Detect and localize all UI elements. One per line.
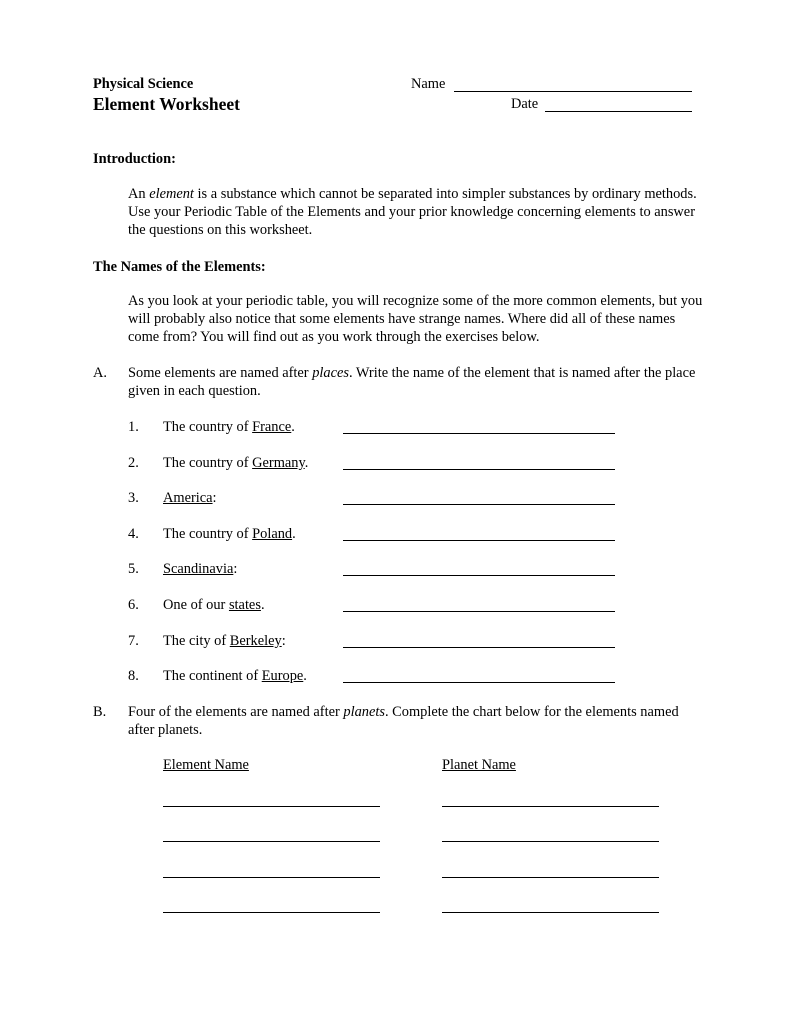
question-number: 6. <box>128 597 139 613</box>
answer-line[interactable] <box>343 540 615 541</box>
question-number: 4. <box>128 526 139 542</box>
course-label: Physical Science <box>93 76 194 92</box>
planet-answer-line[interactable] <box>442 806 659 807</box>
answer-line[interactable] <box>343 469 615 470</box>
question-text: The continent of Europe. <box>163 668 307 684</box>
question-text: The country of Poland. <box>163 526 296 542</box>
answer-line[interactable] <box>343 433 615 434</box>
question-number: 5. <box>128 561 139 577</box>
element-answer-line[interactable] <box>163 912 380 913</box>
answer-line[interactable] <box>343 575 615 576</box>
section-a-instructions: Some elements are named after places. Write the name of the element that is named after the place given in each question. <box>128 365 696 399</box>
question-number: 1. <box>128 419 139 435</box>
date-label: Date <box>511 96 539 112</box>
question-text: The city of Berkeley: <box>163 633 286 649</box>
date-field[interactable] <box>545 111 692 112</box>
intro-heading: Introduction: <box>93 151 176 167</box>
planet-answer-line[interactable] <box>442 912 659 913</box>
names-paragraph: As you look at your periodic table, you will recognize some of the more common elements, but you will probably also notice that some elements have strange names. Where did all of these names come from? You will find out as you work through the exercises below. <box>128 293 703 345</box>
answer-line[interactable] <box>343 647 615 648</box>
section-b-letter: B. <box>93 704 107 720</box>
planet-answer-line[interactable] <box>442 877 659 878</box>
element-answer-line[interactable] <box>163 806 380 807</box>
question-text: America: <box>163 490 217 506</box>
element-answer-line[interactable] <box>163 841 380 842</box>
element-name-header: Element Name <box>163 757 249 773</box>
planet-name-header: Planet Name <box>442 757 516 773</box>
section-a-letter: A. <box>93 365 107 381</box>
question-text: The country of France. <box>163 419 295 435</box>
answer-line[interactable] <box>343 682 615 683</box>
question-number: 2. <box>128 455 139 471</box>
element-answer-line[interactable] <box>163 877 380 878</box>
answer-line[interactable] <box>343 504 615 505</box>
intro-paragraph: An element is a substance which cannot be separated into simpler substances by ordinary methods. Use your Periodic Table of the Elements and your prior knowledge concerning elements to answer the questions on this worksheet. <box>128 186 697 238</box>
page-title: Element Worksheet <box>93 94 240 114</box>
names-heading: The Names of the Elements: <box>93 259 266 275</box>
section-b-instructions: Four of the elements are named after planets. Complete the chart below for the elements named after planets. <box>128 704 679 738</box>
question-number: 8. <box>128 668 139 684</box>
answer-line[interactable] <box>343 611 615 612</box>
name-label: Name <box>411 76 446 92</box>
question-text: The country of Germany. <box>163 455 309 471</box>
question-text: Scandinavia: <box>163 561 238 577</box>
planet-answer-line[interactable] <box>442 841 659 842</box>
question-number: 3. <box>128 490 139 506</box>
question-number: 7. <box>128 633 139 649</box>
name-field[interactable] <box>454 91 692 92</box>
question-text: One of our states. <box>163 597 265 613</box>
